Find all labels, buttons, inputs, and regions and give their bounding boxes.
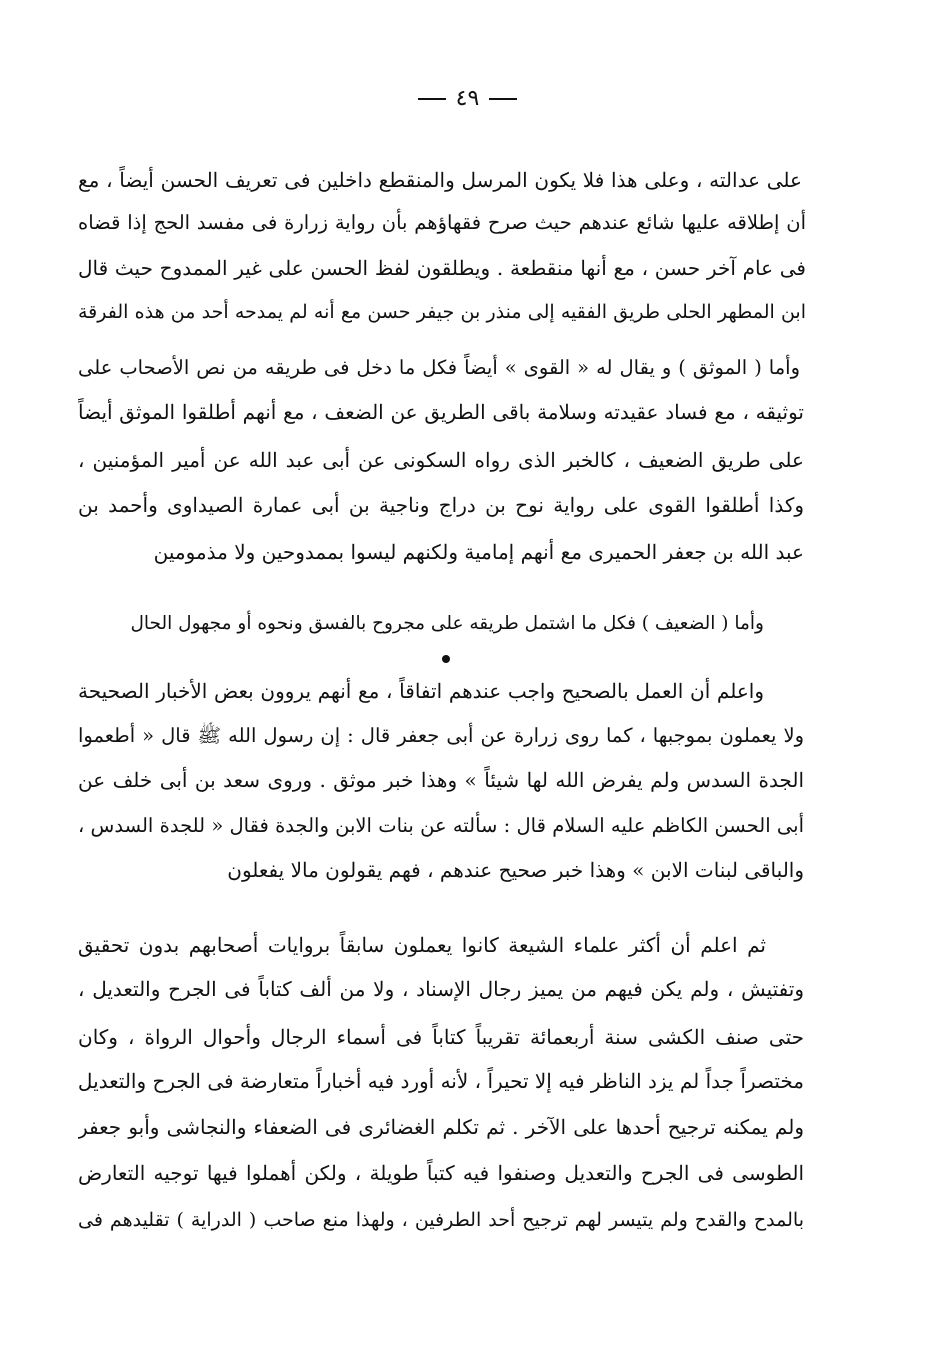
text-line: فى عام آخر حسن ، مع أنها منقطعة . ويطلقون لفظ الحسن على غير الممدوح حيث قال [78,256,806,280]
text-line: بالمدح والقدح ولم يتيسر لهم ترجيح أحد الطرفين ، ولهذا منع صاحب ( الدراية ) تقليدهم فى [78,1209,804,1231]
page-number-dash-left [418,98,446,100]
text-line: وأما ( الموثق ) و يقال له « القوى » أيضاً فكل ما دخل فى طريقه من نص الأصحاب على [78,356,800,379]
text-line: توثيقه ، مع فساد عقيدته وسلامة باقى الطريق عن الضعف ، مع أنهم أطلقوا الموثق أيضاً [78,400,804,424]
text-line: واعلم أن العمل بالصحيح واجب عندهم اتفاقاً ، مع أنهم يروون بعض الأخبار الصحيحة [78,679,764,703]
text-line: أن إطلاقه عليها شائع عندهم حيث صرح فقهاؤهم بأن رواية زرارة فى مفسد الحج إذا قضاه [78,211,806,234]
text-line: الطوسى فى الجرح والتعديل وصنفوا فيه كتباً طويلة ، ولكن أهملوا فيها توجيه التعارض [78,1161,804,1185]
text-line: عبد الله بن جعفر الحميرى مع أنهم إمامية ولكنهم ليسوا بممدوحين ولا مذمومين [153,540,804,564]
text-line: وأما ( الضعيف ) فكل ما اشتمل طريقه على مجروح بالفسق ونحوه أو مجهول الحال [130,613,764,634]
page-number [0,84,935,114]
text-line: أبى الحسن الكاظم عليه السلام قال : سألته عن بنات الابن والجدة فقال « للجدة السدس ، [78,814,804,837]
text-line: والباقى لبنات الابن » وهذا خبر صحيح عندهم ، فهم يقولون مالا يفعلون [227,858,804,882]
text-line: ثم اعلم أن أكثر علماء الشيعة كانوا يعملون سابقاً بروايات أصحابهم بدون تحقيق [78,933,766,957]
text-line: ولم يمكنه ترجيح أحدها على الآخر . ثم تكلم الغضائرى فى الضعفاء والنجاشى وأبو جعفر [78,1115,804,1139]
text-line: على طريق الضعيف ، كالخبر الذى رواه السكونى عن أبى عبد الله عن أمير المؤمنين ، [78,448,804,472]
text-line: مختصراً جداً لم يزد الناظر فيه إلا تحيراً ، لأنه أورد فيه أخباراً متعارضة فى الجرح والتعديل [78,1069,804,1093]
text-line: على عدالته ، وعلى هذا فلا يكون المرسل والمنقطع داخلين فى تعريف الحسن أيضاً ، مع [78,168,802,192]
text-line: ابن المطهر الحلى طريق الفقيه إلى منذر بن جيفر حسن مع أنه لم يمدحه أحد من هذه الفرقة [78,301,806,323]
text-line: الجدة السدس ولم يفرض الله لها شيئاً » وهذا خبر موثق . وروى سعد بن أبى خلف عن [78,768,804,792]
ink-dot-mark [442,655,450,663]
text-line: وتفتيش ، ولم يكن فيهم من يميز رجال الإسناد ، ولا من ألف كتاباً فى الجرح والتعديل ، [78,977,804,1001]
text-line: وكذا أطلقوا القوى على رواية نوح بن دراج وناجية بن أبى عمارة الصيداوى وأحمد بن [78,493,804,517]
page-number-dash-right [489,98,517,100]
text-line: ولا يعملون بموجبها ، كما روى زرارة عن أبى جعفر قال : إن رسول الله ﷺ قال « أطعموا [78,724,804,747]
text-line: حتى صنف الكشى سنة أربعمائة تقريباً كتاباً فى أسماء الرجال وأحوال الرواة ، وكان [78,1025,804,1049]
page-number-text: ٤٩ [455,86,480,111]
